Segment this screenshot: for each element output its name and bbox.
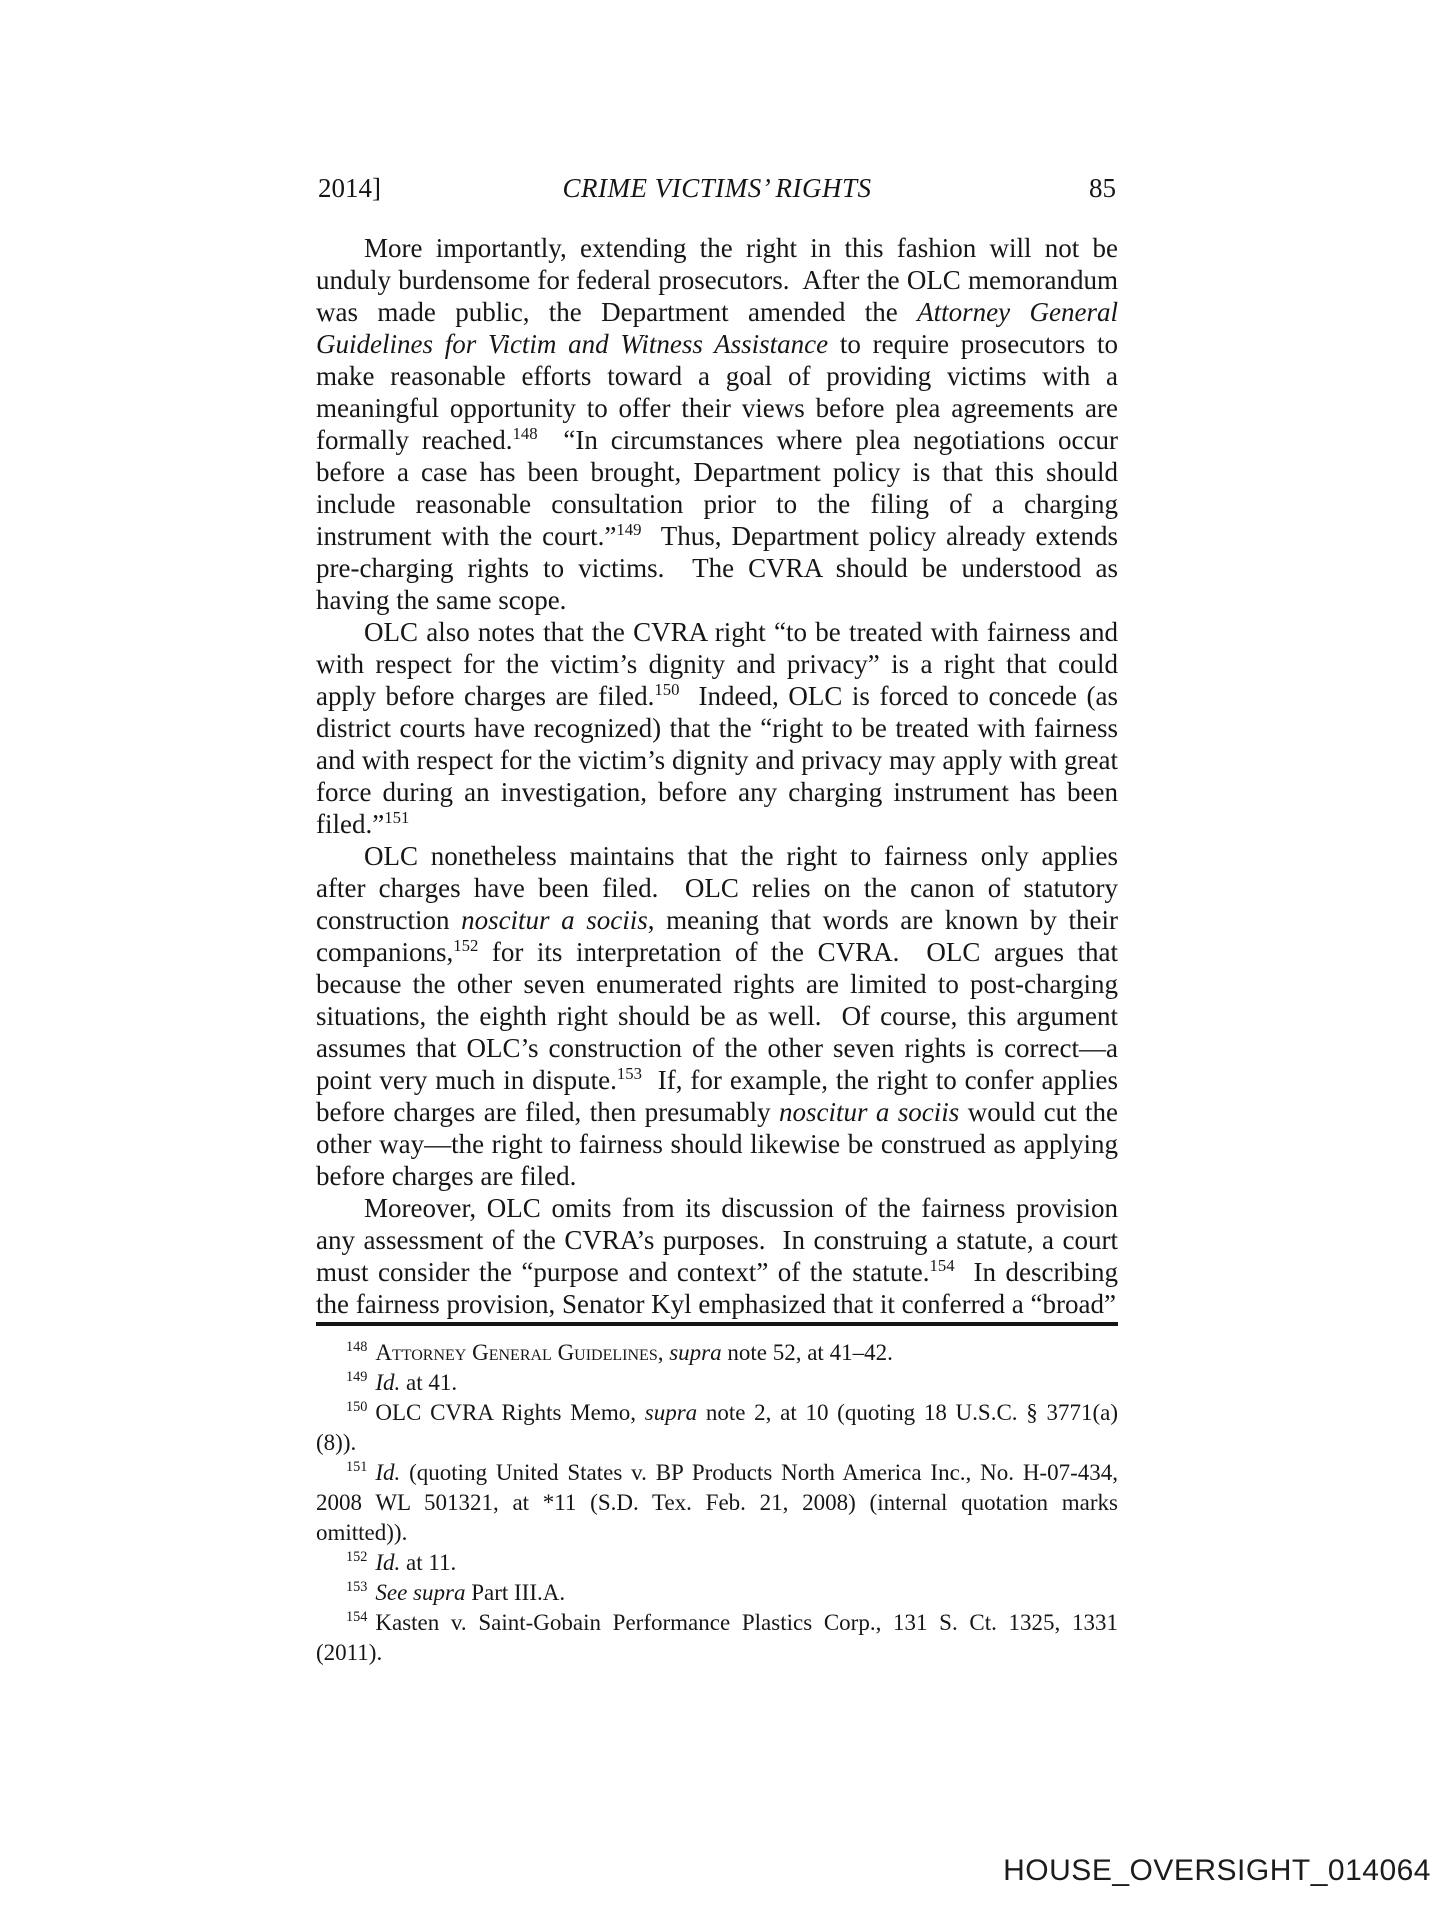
text-run: Attorney General Guidelines <box>375 1340 658 1365</box>
text-run: Kasten v. Saint-Gobain Performance Plastics Corp., 131 S. Ct. 1325, 1331 (2011). <box>316 1610 1124 1665</box>
footnote-reference: 154 <box>929 1256 955 1275</box>
text-run: note 52, at 41–42. <box>721 1340 893 1365</box>
footnote-number: 148 <box>346 1339 368 1356</box>
text-column <box>316 172 1125 1320</box>
body-paragraph <box>316 616 1125 840</box>
text-run: noscitur a sociis <box>461 905 648 935</box>
bates-stamp: HOUSE_OVERSIGHT_014064 <box>1003 1854 1431 1887</box>
footnotes-section <box>316 1322 1124 1668</box>
text-run: Id. <box>375 1370 401 1395</box>
footnote-number: 152 <box>346 1549 368 1566</box>
text-run: OLC CVRA Rights Memo, <box>375 1400 645 1425</box>
header-year: 2014] <box>318 173 381 203</box>
text-run: See supra <box>375 1580 466 1605</box>
text-run: Part III.A. <box>465 1580 566 1605</box>
text-run: OLC nonetheless maintains that the right to fairness only applies after charges have been filed. OLC relies on the canon of statutory construction <box>316 841 1125 935</box>
footnote-number: 151 <box>346 1459 368 1476</box>
text-run: supra <box>644 1400 698 1425</box>
text-run: for its interpretation of the CVRA. OLC argues that because the other seven enumerated rights are limited to post-charging situations, the eighth right should be as well. Of course, this argument assumes that OLC’s construction of the other seven rights is correct—a point very much in dispute. <box>316 937 1125 1095</box>
running-head-title: CRIME VICTIMS’ RIGHTS <box>562 173 872 203</box>
footnote-number: 154 <box>346 1609 368 1626</box>
text-run: would cut the other way—the right to fairness should likewise be construed as applying before charges are filed. <box>316 1097 1125 1191</box>
footnote-number: 153 <box>346 1579 368 1596</box>
text-run: supra <box>669 1340 722 1365</box>
article-body <box>316 232 1125 1320</box>
footnote <box>316 1368 1118 1398</box>
footnote-separator-rule <box>316 1322 1118 1326</box>
text-run: , meaning that words are known by their companions, <box>316 905 1125 967</box>
body-paragraph <box>316 840 1125 1192</box>
footnote <box>316 1458 1124 1548</box>
text-run: If, for example, the right to confer applies before charges are filed, then presumably <box>316 1065 1125 1127</box>
footnote-list <box>316 1338 1124 1668</box>
footnote <box>316 1338 1118 1368</box>
footnote-reference: 152 <box>453 936 479 955</box>
text-run: Attorney General Guidelines for Victim and Witness Assistance <box>316 297 1125 359</box>
text-run: at 41. <box>400 1370 458 1395</box>
text-run: (quoting United States v. BP Products North America Inc., No. H-07-434, 2008 WL 501321, at *11 (S.D. Tex. Feb. 21, 2008) (internal quotation marks omitted)). <box>316 1460 1124 1545</box>
text-run: Thus, Department policy already extends pre-charging rights to victims. The CVRA should be understood as having the same scope. <box>316 521 1125 615</box>
text-run: Id. <box>375 1550 401 1575</box>
text-run: “In circumstances where plea negotiations occur before a case has been brought, Department policy is that this should include reasonable consultation prior to the filing of a charging instrument with the court.” <box>316 425 1125 551</box>
text-run: at 11. <box>400 1550 457 1575</box>
text-run: to require prosecutors to make reasonable efforts toward a goal of providing victims with a meaningful opportunity to offer their views before plea agreements are formally reached. <box>316 329 1125 455</box>
footnote-reference: 151 <box>384 808 410 827</box>
footnote <box>316 1548 1118 1578</box>
text-run: Indeed, OLC is forced to concede (as district courts have recognized) that the “right to be treated with fairness and with respect for the victim’s dignity and privacy may apply with great force during an investigation, before any charging instrument has been filed.” <box>316 681 1125 839</box>
text-run: noscitur a sociis <box>778 1097 960 1127</box>
footnote <box>316 1398 1118 1458</box>
footnote-reference: 153 <box>616 1064 642 1083</box>
body-paragraph <box>316 232 1125 616</box>
text-run: , <box>657 1340 670 1365</box>
text-run: Moreover, OLC omits from its discussion of the fairness provision any assessment of the CVRA’s purposes. In construing a statute, a court must consider the “purpose and context” of the statute. <box>316 1193 1125 1287</box>
text-run: OLC also notes that the CVRA right “to be treated with fairness and with respect for the victim’s dignity and privacy” is a right that could apply before charges are filed. <box>316 617 1125 711</box>
footnote-reference: 148 <box>512 424 538 443</box>
text-run: More importantly, extending the right in this fashion will not be unduly burdensome for federal prosecutors. After the OLC memorandum was made public, the Department amended the <box>316 233 1125 327</box>
footnote-number: 150 <box>346 1399 368 1416</box>
text-run: Id. <box>375 1460 401 1485</box>
body-paragraph <box>316 1192 1125 1320</box>
text-run: note 2, at 10 (quoting 18 U.S.C. § 3771(a)(8)). <box>316 1400 1118 1455</box>
footnote-reference: 150 <box>654 680 680 699</box>
footnote <box>316 1578 1118 1608</box>
text-run: In describing the fairness provision, Senator Kyl emphasized that it conferred a “broad” <box>316 1257 1125 1319</box>
footnote <box>316 1608 1124 1668</box>
footnote-reference: 149 <box>616 520 642 539</box>
footnote-number: 149 <box>346 1369 368 1386</box>
page-number: 85 <box>1089 173 1116 203</box>
page-header <box>316 172 1118 206</box>
